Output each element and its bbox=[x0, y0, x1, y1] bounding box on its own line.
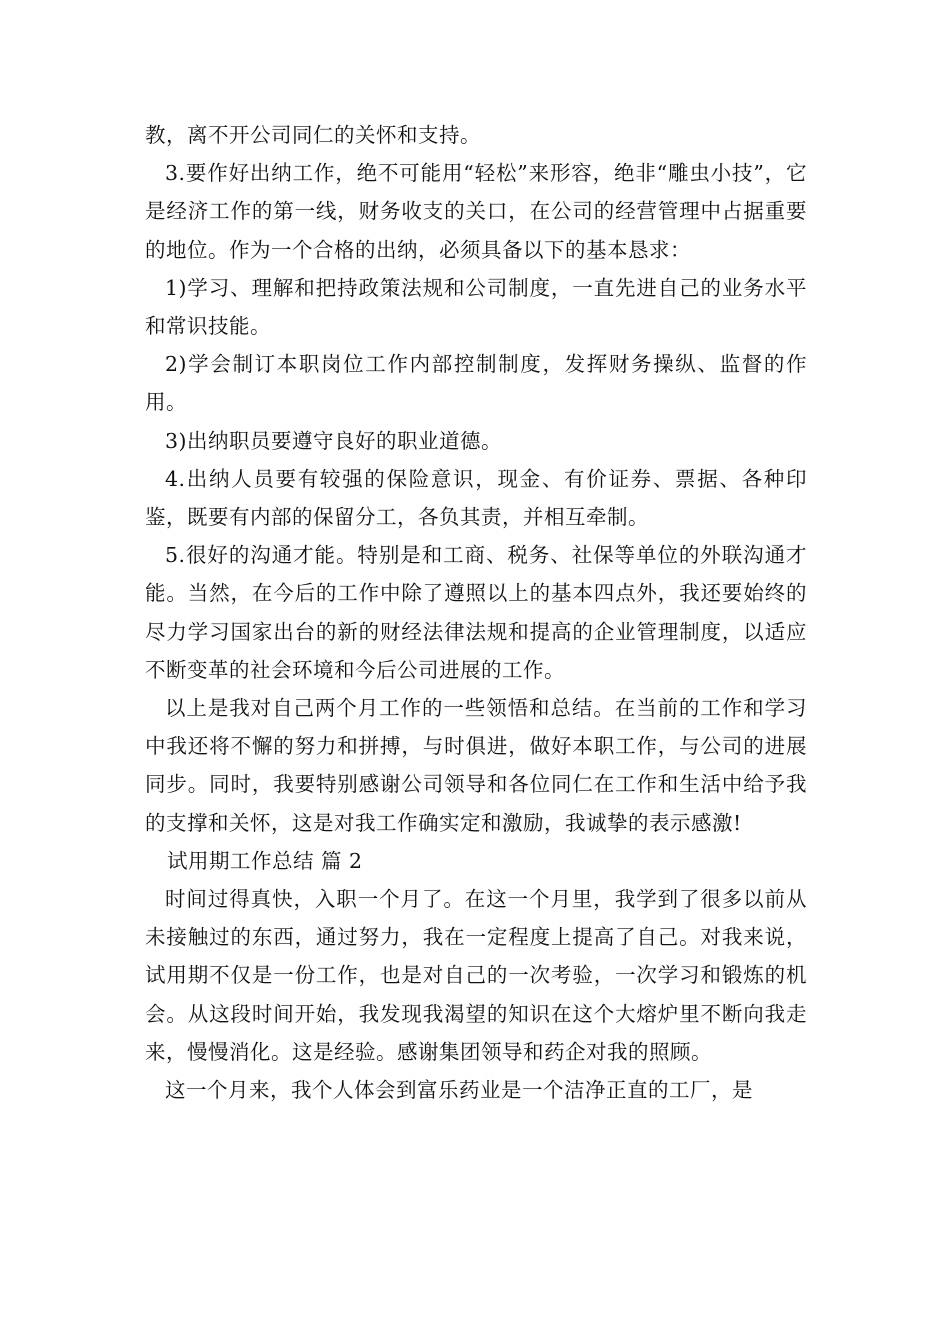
paragraph-subitem-2: 2)学会制订本职岗位工作内部控制制度，发挥财务操纵、监督的作用。 bbox=[145, 352, 807, 415]
paragraph-item-3: 3.要作好出纳工作，绝不可能用“轻松”来形容，绝非“雕虫小技”，它是经济工作的第一线，财务收支的关口，在公司的经营管理中占据重要的地位。作为一个合格的出纳，必须具备以下的基本恳求： bbox=[145, 161, 807, 262]
paragraph-item-5: 5.很好的沟通才能。特别是和工商、税务、社保等单位的外联沟通才能。当然，在今后的工作中除了遵照以上的基本四点外，我还要始终的尽力学习国家出台的新的财经法律法规和提高的企业管理制度，以适应不断变革的社会环境和今后公司进展的工作。 bbox=[145, 543, 807, 682]
paragraph-section2-body: 这一个月来，我个人体会到富乐药业是一个洁净正直的工厂，是 bbox=[165, 1078, 753, 1103]
section-heading: 试用期工作总结 篇 2 bbox=[167, 848, 363, 873]
paragraph-conclusion: 以上是我对自己两个月工作的一些领悟和总结。在当前的工作和学习中我还将不懈的努力和拼搏，与时俱进，做好本职工作，与公司的进展同步。同时，我要特别感谢公司领导和各位同仁在工作和生活中给予我的支撑和关怀，这是对我工作确实定和激励，我诚挚的表示感激! bbox=[145, 696, 807, 835]
paragraph-item-4: 4.出纳人员要有较强的保险意识，现金、有价证券、票据、各种印鉴，既要有内部的保留分工，各负其责，并相互牵制。 bbox=[145, 466, 807, 530]
paragraph-subitem-1: 1)学习、理解和把持政策法规和公司制度，一直先进自己的业务水平和常识技能。 bbox=[145, 275, 807, 339]
document-body bbox=[145, 116, 807, 1109]
paragraph-section2-intro: 时间过得真快，入职一个月了。在这一个月里，我学到了很多以前从未接触过的东西，通过努力，我在一定程度上提高了自己。对我来说，试用期不仅是一份工作，也是对自己的一次考验，一次学习和锻炼的机会。从这段时间开始，我发现我渴望的知识在这个大熔炉里不断向我走来，慢慢消化。这是经验。感谢集团领导和药企对我的照顾。 bbox=[145, 887, 807, 1064]
paragraph-subitem-3: 3)出纳职员要遵守良好的职业道德。 bbox=[165, 428, 503, 453]
paragraph-continuation: 教，离不开公司同仁的关怀和支持。 bbox=[145, 123, 481, 147]
